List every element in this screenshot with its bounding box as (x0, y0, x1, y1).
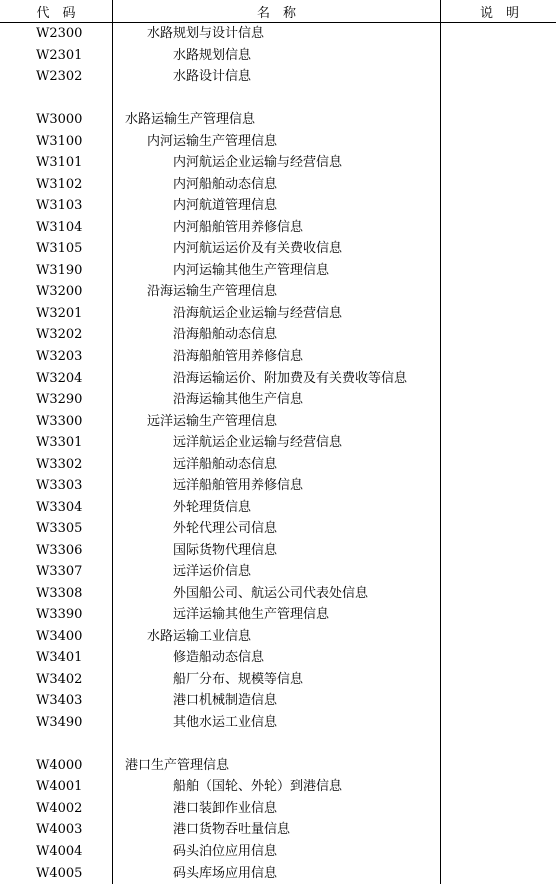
row-note (441, 819, 556, 841)
row-note (441, 733, 556, 755)
row-name: 沿海航运企业运输与经营信息 (113, 303, 441, 325)
row-name: 内河航运企业运输与经营信息 (113, 152, 441, 174)
table-row (0, 453, 556, 475)
table-row (0, 195, 556, 217)
row-name: 水路运输工业信息 (113, 625, 441, 647)
row-code: W3204 (0, 367, 113, 389)
row-code: W3403 (0, 690, 113, 712)
row-name: 国际货物代理信息 (113, 539, 441, 561)
row-name: 港口机械制造信息 (113, 690, 441, 712)
row-name: 内河船舶动态信息 (113, 174, 441, 196)
table-row (0, 561, 556, 583)
row-note (441, 367, 556, 389)
header-note: 说 明 (441, 0, 556, 23)
table-row (0, 733, 556, 755)
table-row (0, 819, 556, 841)
row-name: 沿海船舶动态信息 (113, 324, 441, 346)
row-name: 远洋船舶管用养修信息 (113, 475, 441, 497)
row-note (441, 561, 556, 583)
row-name: 远洋运价信息 (113, 561, 441, 583)
table-row (0, 217, 556, 239)
row-name: 沿海运输生产管理信息 (113, 281, 441, 303)
row-code: W3201 (0, 303, 113, 325)
table-row (0, 432, 556, 454)
row-name: 内河运输生产管理信息 (113, 131, 441, 153)
row-name: 内河航运运价及有关费收信息 (113, 238, 441, 260)
row-name: 码头库场应用信息 (113, 862, 441, 884)
table-row (0, 410, 556, 432)
row-name: 船厂分布、规模等信息 (113, 668, 441, 690)
row-note (441, 389, 556, 411)
row-name: 水路设计信息 (113, 66, 441, 88)
table-body (0, 23, 556, 884)
row-note (441, 217, 556, 239)
table-row (0, 518, 556, 540)
row-code: W3300 (0, 410, 113, 432)
row-code: W3103 (0, 195, 113, 217)
row-note (441, 260, 556, 282)
row-name: 水路规划信息 (113, 45, 441, 67)
row-note (441, 712, 556, 734)
row-code: W3402 (0, 668, 113, 690)
row-code: W3200 (0, 281, 113, 303)
row-code: W4001 (0, 776, 113, 798)
table-row (0, 755, 556, 777)
table-row (0, 582, 556, 604)
row-note (441, 174, 556, 196)
row-note (441, 88, 556, 110)
row-name: 水路规划与设计信息 (113, 23, 441, 45)
table-row (0, 281, 556, 303)
table-row (0, 841, 556, 863)
row-note (441, 303, 556, 325)
row-name: 水路运输生产管理信息 (113, 109, 441, 131)
table-row (0, 862, 556, 884)
row-note (441, 23, 556, 45)
row-name: 外国船公司、航运公司代表处信息 (113, 582, 441, 604)
table-row (0, 324, 556, 346)
row-code: W3105 (0, 238, 113, 260)
header-code: 代 码 (0, 0, 113, 23)
row-name: 沿海运输其他生产信息 (113, 389, 441, 411)
row-code: W3301 (0, 432, 113, 454)
table-row (0, 776, 556, 798)
row-note (441, 195, 556, 217)
row-code: W3100 (0, 131, 113, 153)
row-name (113, 733, 441, 755)
row-code: W4003 (0, 819, 113, 841)
row-name: 远洋运输其他生产管理信息 (113, 604, 441, 626)
table-row (0, 367, 556, 389)
row-name: 港口生产管理信息 (113, 755, 441, 777)
row-code (0, 88, 113, 110)
row-note (441, 604, 556, 626)
row-note (441, 238, 556, 260)
row-name: 码头泊位应用信息 (113, 841, 441, 863)
row-code: W3303 (0, 475, 113, 497)
row-code: W3290 (0, 389, 113, 411)
row-name: 其他水运工业信息 (113, 712, 441, 734)
row-name: 沿海运输运价、附加费及有关费收等信息 (113, 367, 441, 389)
row-code: W3401 (0, 647, 113, 669)
table-row (0, 604, 556, 626)
row-note (441, 582, 556, 604)
row-note (441, 647, 556, 669)
row-code: W3202 (0, 324, 113, 346)
row-code: W4000 (0, 755, 113, 777)
row-note (441, 862, 556, 884)
row-code: W4004 (0, 841, 113, 863)
header-row (0, 0, 556, 23)
table-row (0, 238, 556, 260)
row-note (441, 453, 556, 475)
row-note (441, 131, 556, 153)
header-name: 名 称 (113, 0, 441, 23)
row-code: W3104 (0, 217, 113, 239)
table-row (0, 131, 556, 153)
row-name: 沿海船舶管用养修信息 (113, 346, 441, 368)
table-row (0, 23, 556, 45)
row-note (441, 776, 556, 798)
row-name: 修造船动态信息 (113, 647, 441, 669)
row-name: 外轮代理公司信息 (113, 518, 441, 540)
row-code (0, 733, 113, 755)
row-note (441, 109, 556, 131)
table-row (0, 346, 556, 368)
row-note (441, 281, 556, 303)
row-code: W2300 (0, 23, 113, 45)
row-code: W2301 (0, 45, 113, 67)
row-code: W3490 (0, 712, 113, 734)
row-code: W3306 (0, 539, 113, 561)
row-code: W2302 (0, 66, 113, 88)
row-note (441, 798, 556, 820)
row-note (441, 496, 556, 518)
row-code: W3000 (0, 109, 113, 131)
row-name: 外轮理货信息 (113, 496, 441, 518)
table-row (0, 260, 556, 282)
table-row (0, 66, 556, 88)
row-code: W3400 (0, 625, 113, 647)
row-name: 内河航道管理信息 (113, 195, 441, 217)
row-note (441, 539, 556, 561)
table-row (0, 647, 556, 669)
table-row (0, 798, 556, 820)
row-code: W3305 (0, 518, 113, 540)
table-row (0, 152, 556, 174)
row-code: W4005 (0, 862, 113, 884)
row-note (441, 324, 556, 346)
row-code: W3390 (0, 604, 113, 626)
row-code: W4002 (0, 798, 113, 820)
row-note (441, 152, 556, 174)
row-code: W3302 (0, 453, 113, 475)
table-row (0, 539, 556, 561)
table-row (0, 712, 556, 734)
table-row (0, 690, 556, 712)
row-note (441, 410, 556, 432)
table-row (0, 389, 556, 411)
table-row (0, 109, 556, 131)
row-note (441, 841, 556, 863)
row-note (441, 668, 556, 690)
table-row (0, 45, 556, 67)
table-row (0, 303, 556, 325)
row-note (441, 346, 556, 368)
row-code: W3304 (0, 496, 113, 518)
row-note (441, 690, 556, 712)
row-code: W3190 (0, 260, 113, 282)
row-note (441, 755, 556, 777)
table-row (0, 668, 556, 690)
row-name: 港口装卸作业信息 (113, 798, 441, 820)
table-row (0, 496, 556, 518)
row-name: 内河运输其他生产管理信息 (113, 260, 441, 282)
row-name (113, 88, 441, 110)
row-code: W3308 (0, 582, 113, 604)
table-row (0, 174, 556, 196)
row-code: W3203 (0, 346, 113, 368)
row-name: 港口货物吞吐量信息 (113, 819, 441, 841)
table-row (0, 475, 556, 497)
row-name: 船舶（国轮、外轮）到港信息 (113, 776, 441, 798)
row-note (441, 432, 556, 454)
row-code: W3101 (0, 152, 113, 174)
row-note (441, 625, 556, 647)
row-code: W3102 (0, 174, 113, 196)
row-name: 远洋航运企业运输与经营信息 (113, 432, 441, 454)
row-note (441, 66, 556, 88)
row-name: 远洋运输生产管理信息 (113, 410, 441, 432)
table-row (0, 88, 556, 110)
row-name: 内河船舶管用养修信息 (113, 217, 441, 239)
row-code: W3307 (0, 561, 113, 583)
row-note (441, 518, 556, 540)
row-note (441, 475, 556, 497)
row-name: 远洋船舶动态信息 (113, 453, 441, 475)
row-note (441, 45, 556, 67)
table-row (0, 625, 556, 647)
